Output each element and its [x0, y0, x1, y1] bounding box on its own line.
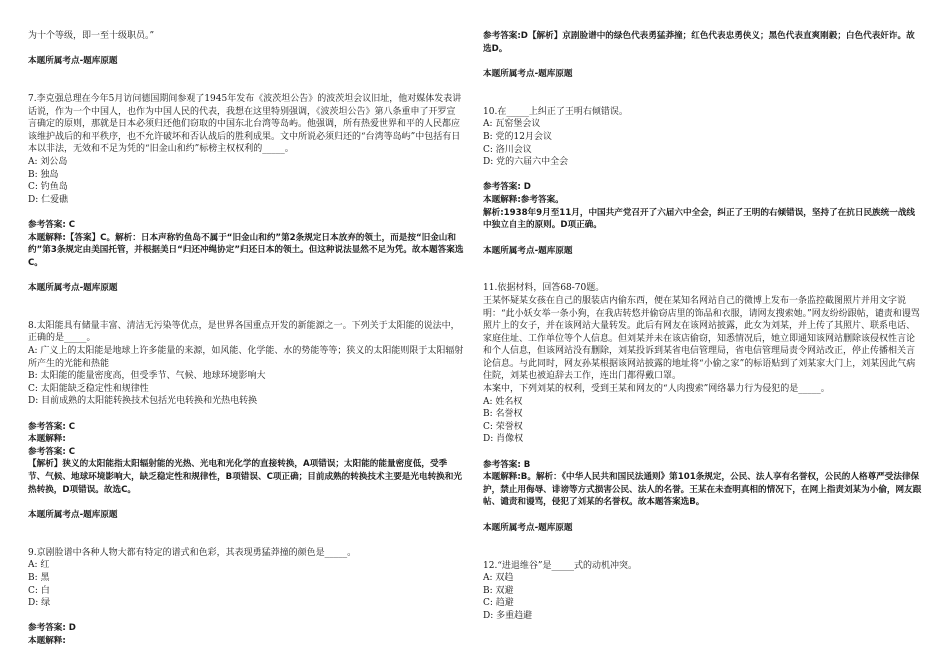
q11-stem: 11.依据材料，回答68-70题。	[483, 283, 605, 294]
q8-source: 本题所属考点-题库原题	[28, 510, 118, 521]
q11-option-a: A: 姓名权	[483, 396, 523, 407]
intro-line: 为十个等级，即一至十级职员。”	[28, 31, 155, 41]
q11-material: 王某怀疑某女孩在自己的服装店内偷东西，便在某知名网站自己的微博上发布一条监控截图照片并用文字说明：“此小妖女举一条小狗，在我店转悠并偷窃店里的饰品和衣服，请网友搜索她。”网友纷纷跟帖，谴责和谩骂照片上的女子，并在该网站大量转发。此后有网友在该网站披露，此女为刘某，并上传了其照片、联系电话、家庭住址、工作单位等个人信息。但刘某并未在该店偷窃，知悉情况后，她立即通知该网站删除该侵权性言论和个人信息，但该网站没有删除，刘某投诉到某省电信管理局，省电信管理局责令网站改正，停止传播相关言论信息。与此同时，网友孙某根据该网站披露的地址将“小偷之家”的标语贴到了刘某家大门上，刘某因此气病住院，刘某也被迫辞去工作，连出门都得戴口罩。	[483, 295, 920, 382]
q11-option-c: C: 荣誉权	[483, 421, 523, 432]
question-11	[483, 282, 923, 534]
q9-option-a: A: 红	[28, 560, 50, 571]
q11-question: 本案中，下列刘某的权利，受到王某和网友的“人肉搜索”网络暴力行为侵犯的是_____。	[483, 384, 830, 395]
q9-answer-detail: 参考答案:D【解析】京剧脸谱中的绿色代表勇猛莽撞；红色代表忠勇侠义；黑色代表直爽刚毅；白色代表奸诈。故选D。	[483, 31, 915, 54]
q11-option-b: B: 名誉权	[483, 409, 523, 420]
q9-option-b: B: 黑	[28, 572, 50, 583]
q8-answer-repeat: 参考答案: C	[28, 446, 76, 457]
q8-option-d: D: 目前成熟的太阳能转换技术包括光电转换和光热电转换	[28, 396, 258, 407]
q7-explanation: 本题解释:【答案】C。解析：日本声称钓鱼岛不属于“旧金山和约”第2条规定日本放弃的领土，而是按“旧金山和约”第3条规定由美国托管，并根据美日“归还冲绳协定”归还日本的领土。但这种说法显然不足为凭。故本题答案选C。	[28, 232, 464, 268]
q11-option-d: D: 肖像权	[483, 434, 524, 445]
q8-explanation-label: 本题解释:	[28, 434, 66, 445]
q9-explanation-label: 本题解释:	[28, 635, 66, 646]
q8-option-c: C: 太阳能缺乏稳定性和规律性	[28, 383, 149, 394]
q8-option-a: A: 广义上的太阳能是地球上许多能量的来源，如风能、化学能、水的势能等等；狭义的太阳能则限于太阳辐射所产生的光能和热能	[28, 346, 464, 369]
question-9	[28, 547, 464, 648]
q9-answer: 参考答案: D	[28, 623, 76, 634]
q9-option-c: C: 白	[28, 585, 50, 596]
q8-option-b: B: 太阳能的能量密度高，但受季节、气候、地球环境影响大	[28, 371, 266, 382]
q10-explanation-label: 本题解释:参考答案。	[483, 194, 564, 205]
q7-answer: 参考答案: C	[28, 219, 76, 230]
q7-option-a: A: 刘公岛	[28, 156, 68, 167]
right-column	[483, 30, 923, 623]
q7-option-b: B: 独岛	[28, 169, 59, 180]
question-9-continued	[483, 30, 923, 81]
q10-stem: 10.在_____上纠正了王明右倾错误。	[483, 106, 628, 117]
q8-stem: 8.太阳能具有储量丰富、清洁无污染等优点，是世界各国重点开发的新能源之一。下列关于太阳能的说法中，正确的是_____。	[28, 320, 460, 344]
q10-answer: 参考答案: D	[483, 182, 531, 193]
q11-explanation: 本题解释:B。解析：《中华人民共和国民法通则》第101条规定，公民、法人享有名誉权，公民的人格尊严受法律保护，禁止用侮辱、诽谤等方式损害公民、法人的名誉。王某在未查明真相的情况下，在网上指责刘某为小偷，网友跟帖、谴责和谩骂，侵犯了刘某的名誉权。故本题答案选B。	[483, 472, 922, 508]
q7-source: 本题所属考点-题库原题	[28, 283, 118, 294]
q12-option-d: D: 多重趋避	[483, 610, 533, 621]
left-column	[28, 30, 464, 648]
q10-option-a: A: 瓦窑堡会议	[483, 119, 541, 130]
q8-explanation: 【解析】狭义的太阳能指太阳辐射能的光热、光电和光化学的直接转换，A项错误；太阳能的能量密度低，受季节、气候、地球环境影响大，缺乏稳定性和规律性，B项错误、C项正确；目前成熟的转换技术主要是光电转换和光热转换，D项错误。故选C。	[28, 459, 462, 495]
q10-explanation: 解析:1938年9月至11月，中国共产党召开了六届六中全会，纠正了王明的右倾错误，坚持了在抗日民族统一战线中独立自主的原则。D项正确。	[483, 207, 916, 231]
q7-stem: 7.李克强总理在今年5月访问德国期间参观了1945年发布《波茨坦公告》的波茨坦会议旧址，他对媒体发表讲话说，作为一个中国人，也作为中国人民的代表，我想在这里特别强调，《波茨坦公告》第八条重申了开罗宣言确定的原则，那就是日本必须归还他们窃取的中国东北台湾等岛屿。他强调，所有热爱世界和平的人民都应该维护战后的和平秩序，也不允许破坏和否认战后的胜利成果。文中所说必须归还的“台湾等岛屿”中包括有日本以非法，无效和不足为凭的“旧金山和约”标榜主权权利的_____。	[28, 93, 462, 155]
q7-option-d: D: 仁爱礁	[28, 194, 69, 205]
q9-option-d: D: 绿	[28, 598, 51, 609]
question-10	[483, 106, 923, 258]
q12-stem: 12.“进退维谷”是_____式的动机冲突。	[483, 560, 638, 571]
q9-source: 本题所属考点-题库原题	[483, 69, 573, 80]
q10-option-c: C: 洛川会议	[483, 144, 532, 155]
question-7	[28, 93, 464, 295]
q8-answer: 参考答案: C	[28, 421, 76, 432]
intro-source: 本题所属考点-题库原题	[28, 56, 118, 67]
q12-option-b: B: 双避	[483, 585, 514, 596]
q11-answer: 参考答案: B	[483, 459, 531, 470]
question-8	[28, 320, 464, 522]
q12-option-a: A: 双趋	[483, 573, 514, 584]
q11-source: 本题所属考点-题库原题	[483, 523, 573, 533]
q12-option-c: C: 趋避	[483, 598, 514, 609]
question-12	[483, 560, 923, 623]
q9-stem: 9.京剧脸谱中各种人物大都有特定的谱式和色彩，其表现勇猛莽撞的颜色是_____。	[28, 547, 357, 558]
q10-source: 本题所属考点-题库原题	[483, 245, 573, 256]
q10-option-d: D: 党的六届六中全会	[483, 157, 569, 168]
q10-option-b: B: 党的12月会议	[483, 131, 552, 142]
q7-option-c: C: 钓鱼岛	[28, 182, 68, 193]
